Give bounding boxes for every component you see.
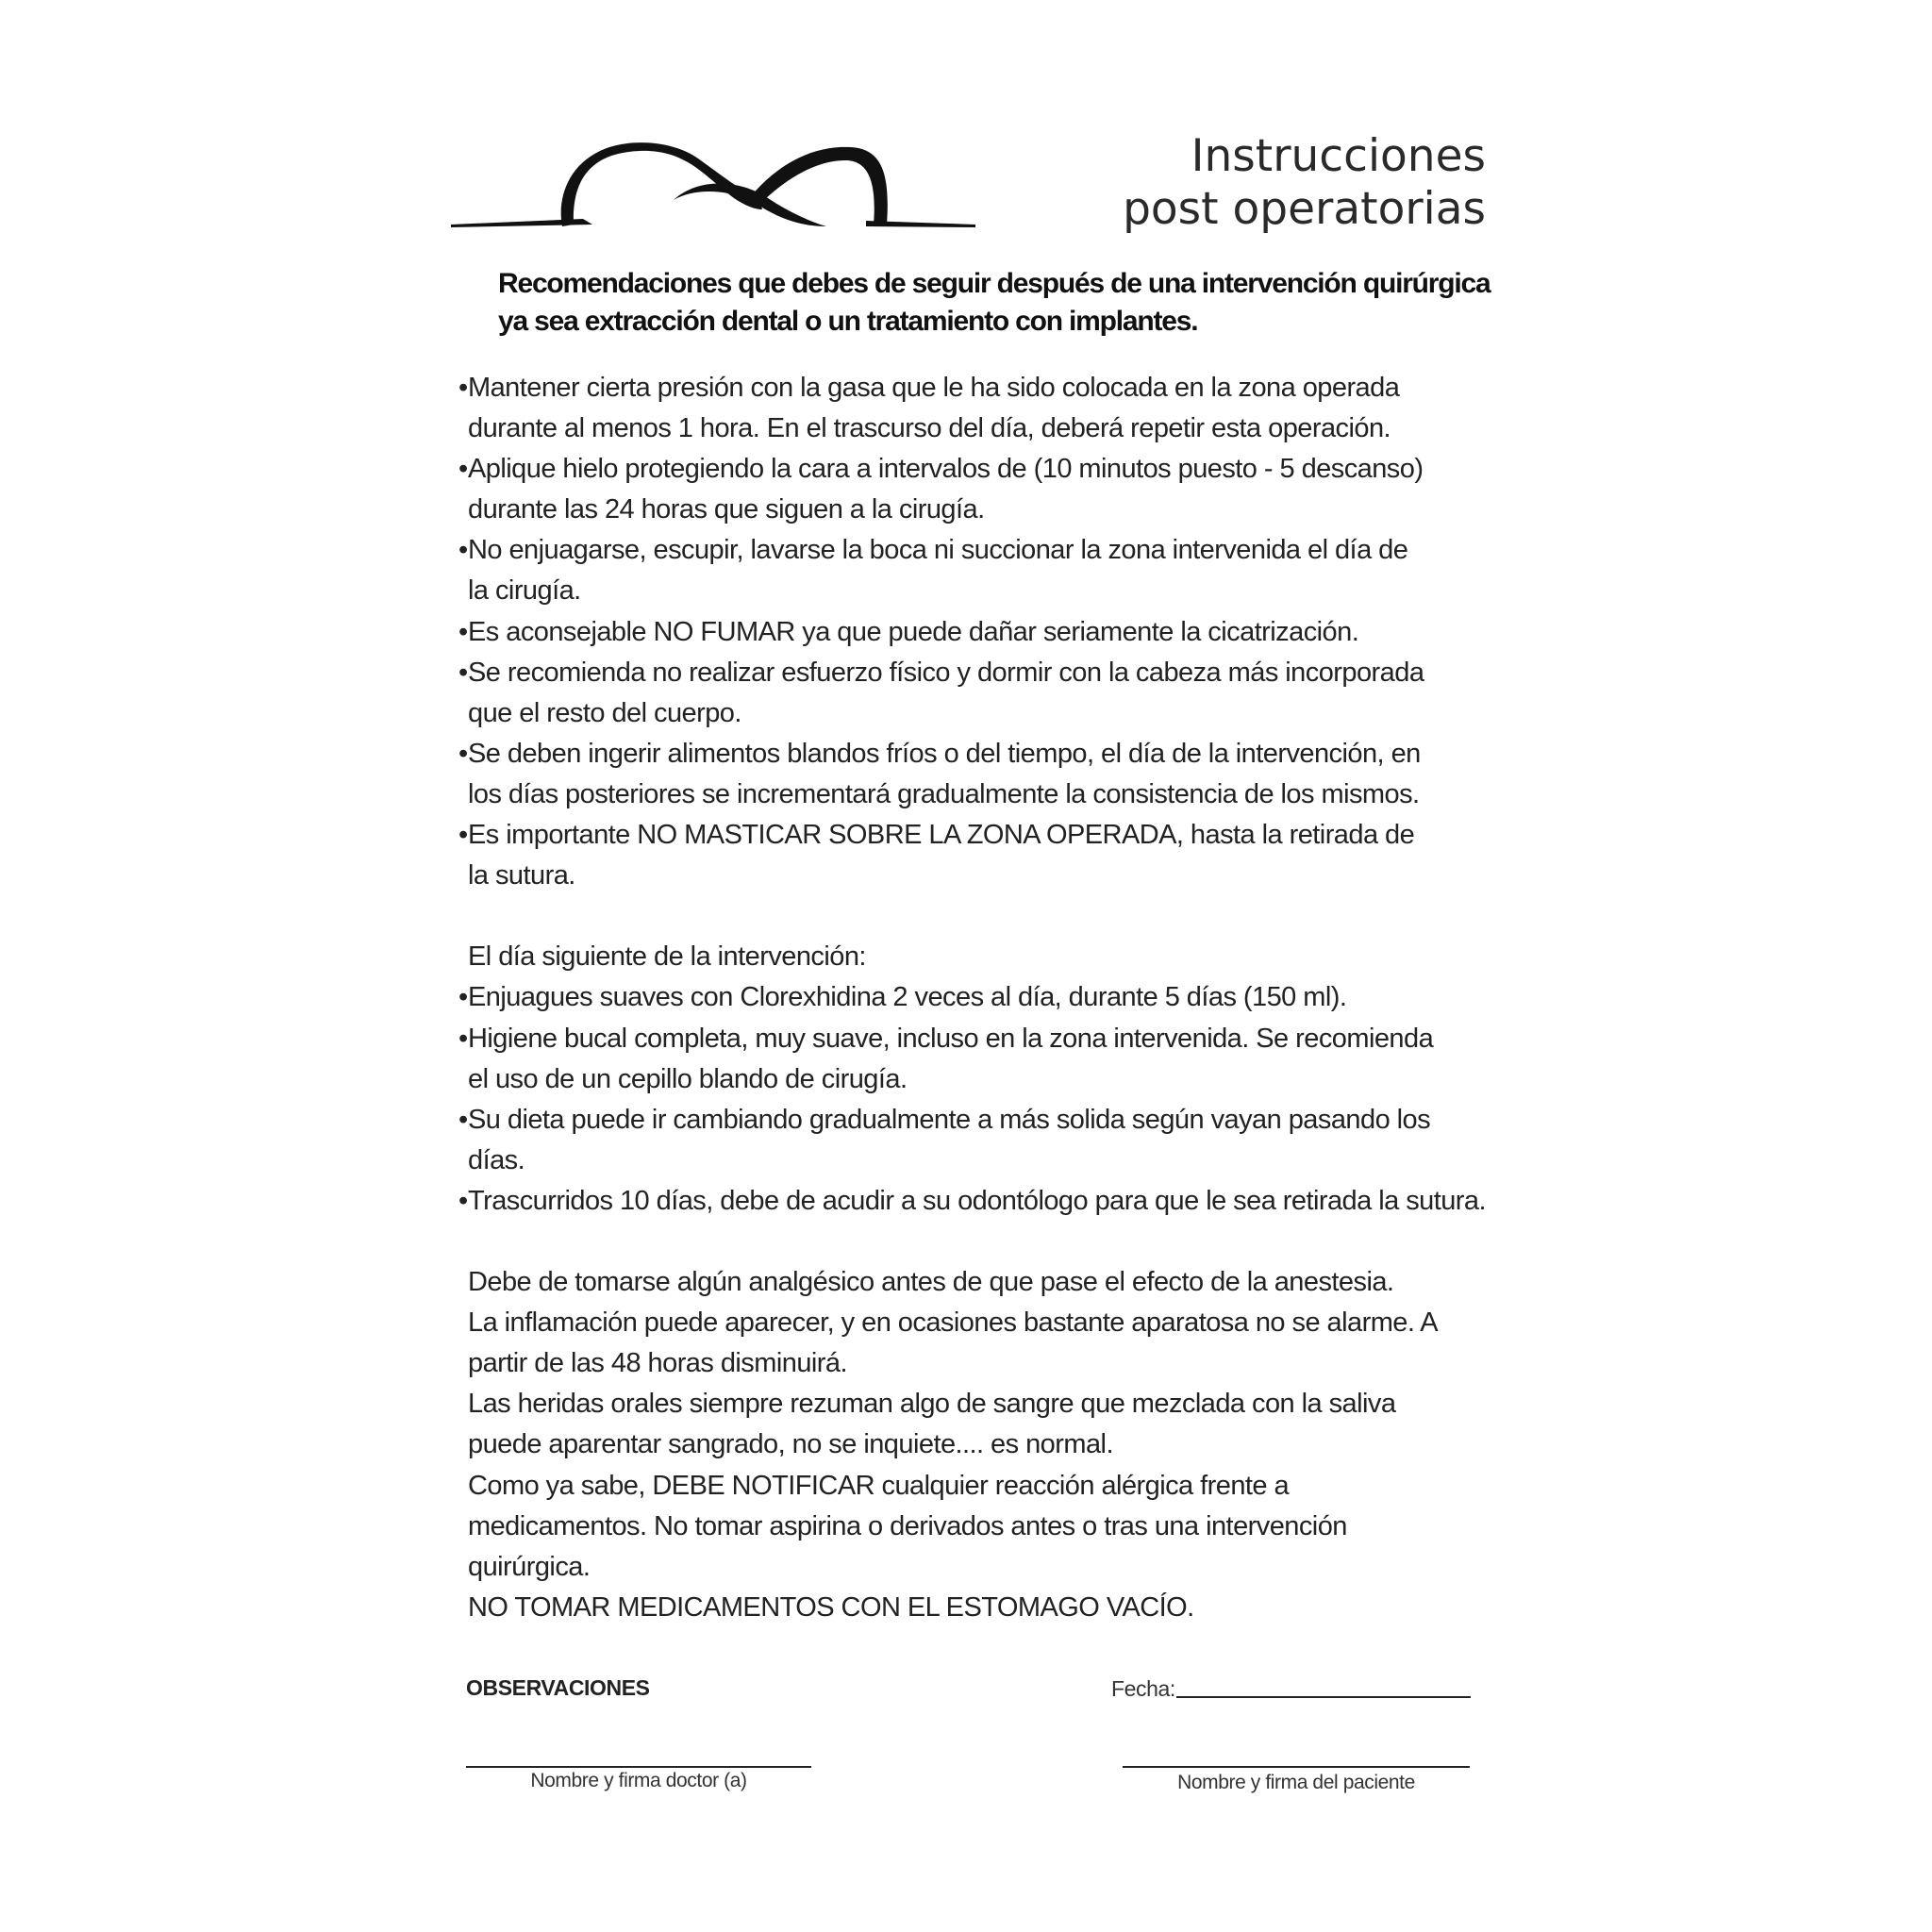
line-text: durante las 24 horas que siguen a la cirugía. — [468, 494, 985, 525]
line-text: el uso de un cepillo blando de cirugía. — [468, 1063, 908, 1094]
doctor-signature-label: Nombre y firma doctor (a) — [530, 1770, 747, 1791]
line-text: Es importante NO MASTICAR SOBRE LA ZONA OPERADA, hasta la retirada de — [468, 820, 1415, 851]
bullet-icon: • — [458, 373, 468, 403]
text-line — [458, 1466, 1506, 1507]
bullet-icon: • — [458, 657, 468, 688]
bullet-item — [458, 612, 1506, 653]
line-text: partir de las 48 horas disminuirá. — [468, 1348, 847, 1379]
logo-right-arch — [751, 147, 888, 225]
text-line — [458, 1507, 1506, 1547]
text-line — [458, 408, 1506, 449]
line-text: No enjuagarse, escupir, lavarse la boca ni succionar la zona intervenida el día de — [468, 535, 1408, 566]
subtitle-line: ya sea extracción dental o un tratamiento con implantes. — [498, 306, 1198, 337]
bullet-item — [458, 977, 1506, 1018]
line-text: medicamentos. No tomar aspirina o derivados antes o tras una intervención — [468, 1510, 1347, 1541]
text-line — [458, 1424, 1506, 1465]
text-line — [458, 1303, 1506, 1343]
fecha-field-line — [1176, 1696, 1471, 1698]
fecha-label: Fecha: — [1111, 1676, 1175, 1701]
line-text: la sutura. — [468, 860, 575, 891]
line-text: Mantener cierta presión con la gasa que le ha sido colocada en la zona operada — [468, 373, 1400, 403]
title-line: Instrucciones — [1191, 130, 1486, 182]
instructions-body — [458, 368, 1506, 1628]
text-line — [458, 1059, 1506, 1100]
line-text: Como ya sabe, DEBE NOTIFICAR cualquier reacción alérgica frente a — [468, 1470, 1290, 1501]
bullet-icon: • — [458, 738, 468, 769]
bullet-icon: • — [458, 454, 468, 485]
line-text: El día siguiente de la intervención: — [468, 941, 866, 973]
text-line — [458, 1547, 1506, 1588]
bullet-item — [458, 530, 1506, 571]
text-line — [458, 490, 1506, 530]
subtitle-line: Recomendaciones que debes de seguir después de una intervención quirúrgica — [498, 268, 1491, 299]
bullet-icon: • — [458, 535, 468, 566]
bullet-icon: • — [458, 1185, 468, 1216]
bullet-item — [458, 1100, 1506, 1141]
line-text: Se recomienda no realizar esfuerzo físico y dormir con la cabeza más incorporada — [468, 657, 1424, 688]
bullet-icon: • — [458, 982, 468, 1013]
line-text: quirúrgica. — [468, 1551, 591, 1582]
line-text: Su dieta puede ir cambiando gradualmente a más solida según vayan pasando los — [468, 1104, 1431, 1135]
line-text: Las heridas orales siempre rezuman algo de sangre que mezclada con la saliva — [468, 1389, 1396, 1420]
bullet-icon: • — [458, 1104, 468, 1135]
spacer — [458, 1222, 1506, 1262]
patient-signature-label: Nombre y firma del paciente — [1177, 1772, 1415, 1793]
line-text: puede aparentar sangrado, no se inquiete.... es normal. — [468, 1429, 1113, 1460]
text-line — [458, 937, 1506, 977]
bullet-icon: • — [458, 820, 468, 851]
bullet-icon: • — [458, 616, 468, 647]
text-line — [458, 1384, 1506, 1424]
line-text: Trascurridos 10 días, debe de acudir a su odontólogo para que le sea retirada la sutura. — [468, 1185, 1487, 1216]
line-text: Higiene bucal completa, muy suave, incluso en la zona intervenida. Se recomienda — [468, 1023, 1434, 1054]
line-text: días. — [468, 1144, 525, 1175]
title-line: post operatorias — [1123, 183, 1486, 235]
document-title — [1038, 130, 1486, 236]
line-text: los días posteriores se incrementará gradualmente la consistencia de los mismos. — [468, 778, 1420, 809]
bullet-item — [458, 653, 1506, 693]
line-text: durante al menos 1 hora. En el trascurso del día, deberá repetir esta operación. — [468, 413, 1391, 444]
text-line — [458, 571, 1506, 611]
document-subtitle — [498, 265, 1498, 341]
logo-right-stroke — [866, 221, 975, 227]
spacer — [458, 896, 1506, 937]
clinic-logo — [451, 140, 975, 234]
text-line — [458, 1588, 1506, 1628]
line-text: Es aconsejable NO FUMAR ya que puede dañar seriamente la cicatrización. — [468, 616, 1359, 647]
bullet-item — [458, 1181, 1506, 1222]
text-line — [458, 856, 1506, 896]
line-text: Aplique hielo protegiendo la cara a intervalos de (10 minutos puesto - 5 descanso) — [468, 454, 1424, 485]
text-line — [458, 1141, 1506, 1181]
line-text: La inflamación puede aparecer, y en ocasiones bastante aparatosa no se alarme. A — [468, 1307, 1439, 1339]
bullet-icon: • — [458, 1023, 468, 1054]
text-line — [458, 774, 1506, 815]
line-text: la cirugía. — [468, 575, 581, 607]
bullet-item — [458, 734, 1506, 774]
bullet-item — [458, 449, 1506, 490]
patient-signature-line — [1123, 1766, 1470, 1768]
line-text: Enjuagues suaves con Clorexhidina 2 veces al día, durante 5 días (150 ml). — [468, 982, 1347, 1013]
text-line — [458, 1262, 1506, 1303]
line-text: que el resto del cuerpo. — [468, 697, 741, 728]
line-text: Se deben ingerir alimentos blandos fríos o del tiempo, el día de la intervención, en — [468, 738, 1421, 769]
bullet-item — [458, 368, 1506, 408]
line-text: NO TOMAR MEDICAMENTOS CON EL ESTOMAGO VACÍO. — [468, 1591, 1194, 1623]
line-text: Debe de tomarse algún analgésico antes de que pase el efecto de la anestesia. — [468, 1267, 1394, 1298]
text-line — [458, 693, 1506, 734]
bullet-item — [458, 1019, 1506, 1059]
text-line — [458, 1343, 1506, 1384]
doctor-signature-line — [466, 1766, 811, 1768]
bullet-item — [458, 815, 1506, 856]
observaciones-label: OBSERVACIONES — [466, 1675, 650, 1700]
